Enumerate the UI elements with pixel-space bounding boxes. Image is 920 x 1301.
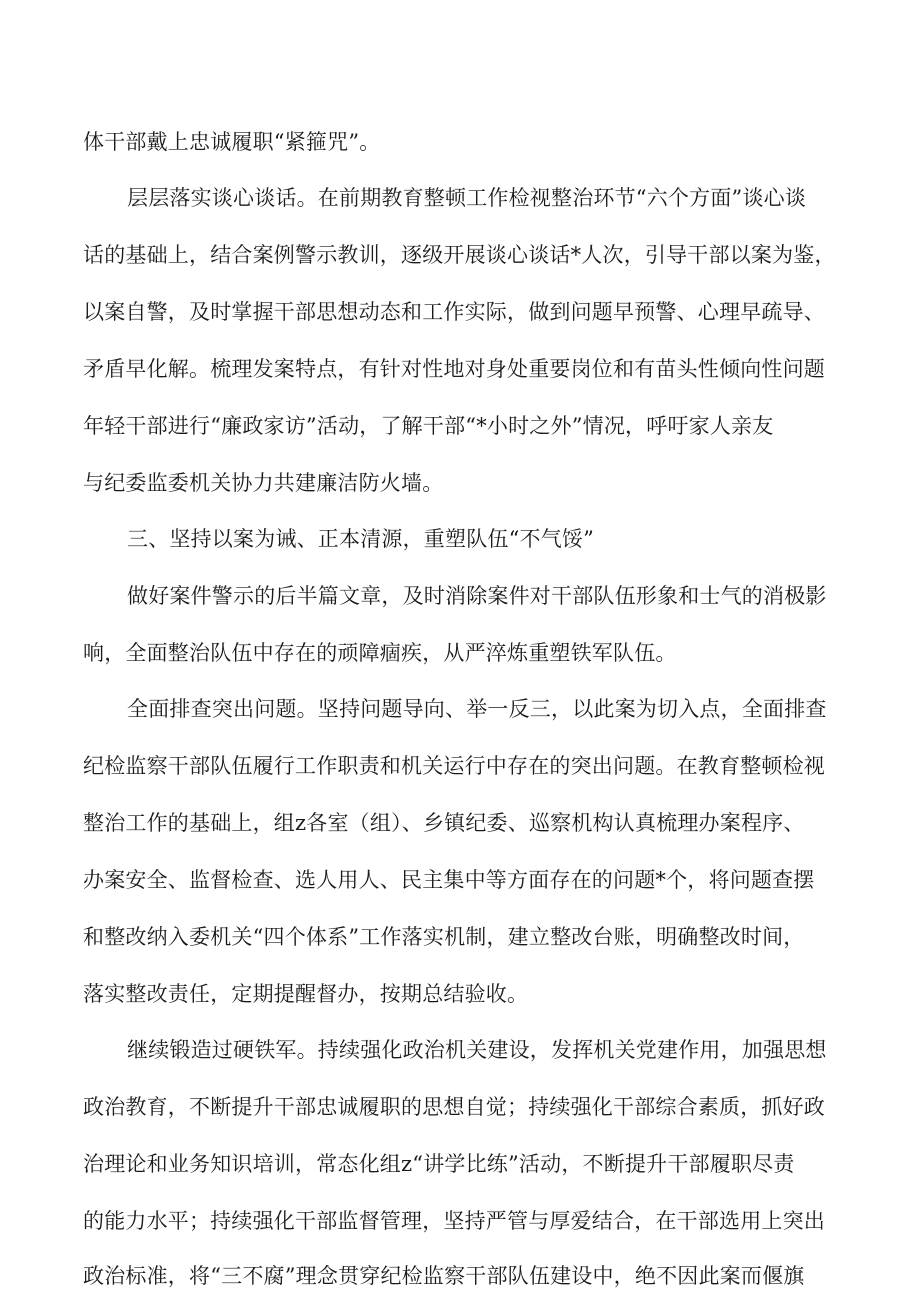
paragraph-heading-investigation: 全面排查突出问题。坚持问题导向、举一反三，以此案为切入点，全面排查 bbox=[127, 697, 827, 721]
text-line: 治理论和业务知识培训，常态化组z“讲学比练”活动，不断提升干部履职尽责 bbox=[83, 1152, 795, 1176]
text-line: 办案安全、监督检查、选人用人、民主集中等方面存在的问题*个，将问题查摆 bbox=[83, 868, 815, 892]
text-line: 整治工作的基础上，组z各室（组）、乡镇纪委、巡察机构认真梳理办案程序、 bbox=[83, 811, 805, 835]
paragraph-heading-talks: 层层落实谈心谈话。在前期教育整顿工作检视整治环节“六个方面”谈心谈 bbox=[127, 186, 807, 210]
paragraph-intro: 做好案件警示的后半篇文章，及时消除案件对干部队伍形象和士气的消极影 bbox=[127, 584, 827, 608]
text-line: 矛盾早化解。梳理发案特点，有针对性地对身处重要岗位和有苗头性倾向性问题 bbox=[83, 357, 825, 381]
text-line: 纪检监察干部队伍履行工作职责和机关运行中存在的突出问题。在教育整顿检视 bbox=[83, 754, 825, 778]
text-line: 和整改纳入委机关“四个体系”工作落实机制，建立整改台账，明确整改时间， bbox=[83, 925, 805, 949]
paragraph-heading-forging: 继续锻造过硬铁军。持续强化政治机关建设，发挥机关党建作用，加强思想 bbox=[127, 1038, 827, 1062]
text-line: 落实整改责任，定期提醒督办，按期总结验收。 bbox=[83, 982, 529, 1006]
text-line: 与纪委监委机关协力共建廉洁防火墙。 bbox=[83, 471, 444, 495]
section-heading-three: 三、坚持以案为诫、正本清源，重塑队伍“不气馁” bbox=[127, 527, 595, 551]
text-line: 年轻干部进行“廉政家访”活动，了解干部“*小时之外”情况，呼吁家人亲友 bbox=[83, 414, 774, 438]
text-line: 以案自警，及时掌握干部思想动态和工作实际，做到问题早预警、心理早疏导、 bbox=[83, 300, 825, 324]
text-line: 的能力水平；持续强化干部监督管理，坚持严管与厚爱结合，在干部选用上突出 bbox=[83, 1209, 825, 1233]
text-line: 政治标准，将“三不腐”理念贯穿纪检监察干部队伍建设中，绝不因此案而偃旗 bbox=[83, 1264, 805, 1288]
text-line: 体干部戴上忠诚履职“紧箍咒”。 bbox=[83, 130, 381, 154]
text-line: 政治教育，不断提升干部忠诚履职的思想自觉；持续强化干部综合素质，抓好政 bbox=[83, 1095, 825, 1119]
text-line: 响，全面整治队伍中存在的顽障痼疾，从严淬炼重塑铁军队伍。 bbox=[83, 641, 677, 665]
text-line: 话的基础上，结合案例警示教训，逐级开展谈心谈话*人次，引导干部以案为鉴， bbox=[83, 243, 836, 267]
